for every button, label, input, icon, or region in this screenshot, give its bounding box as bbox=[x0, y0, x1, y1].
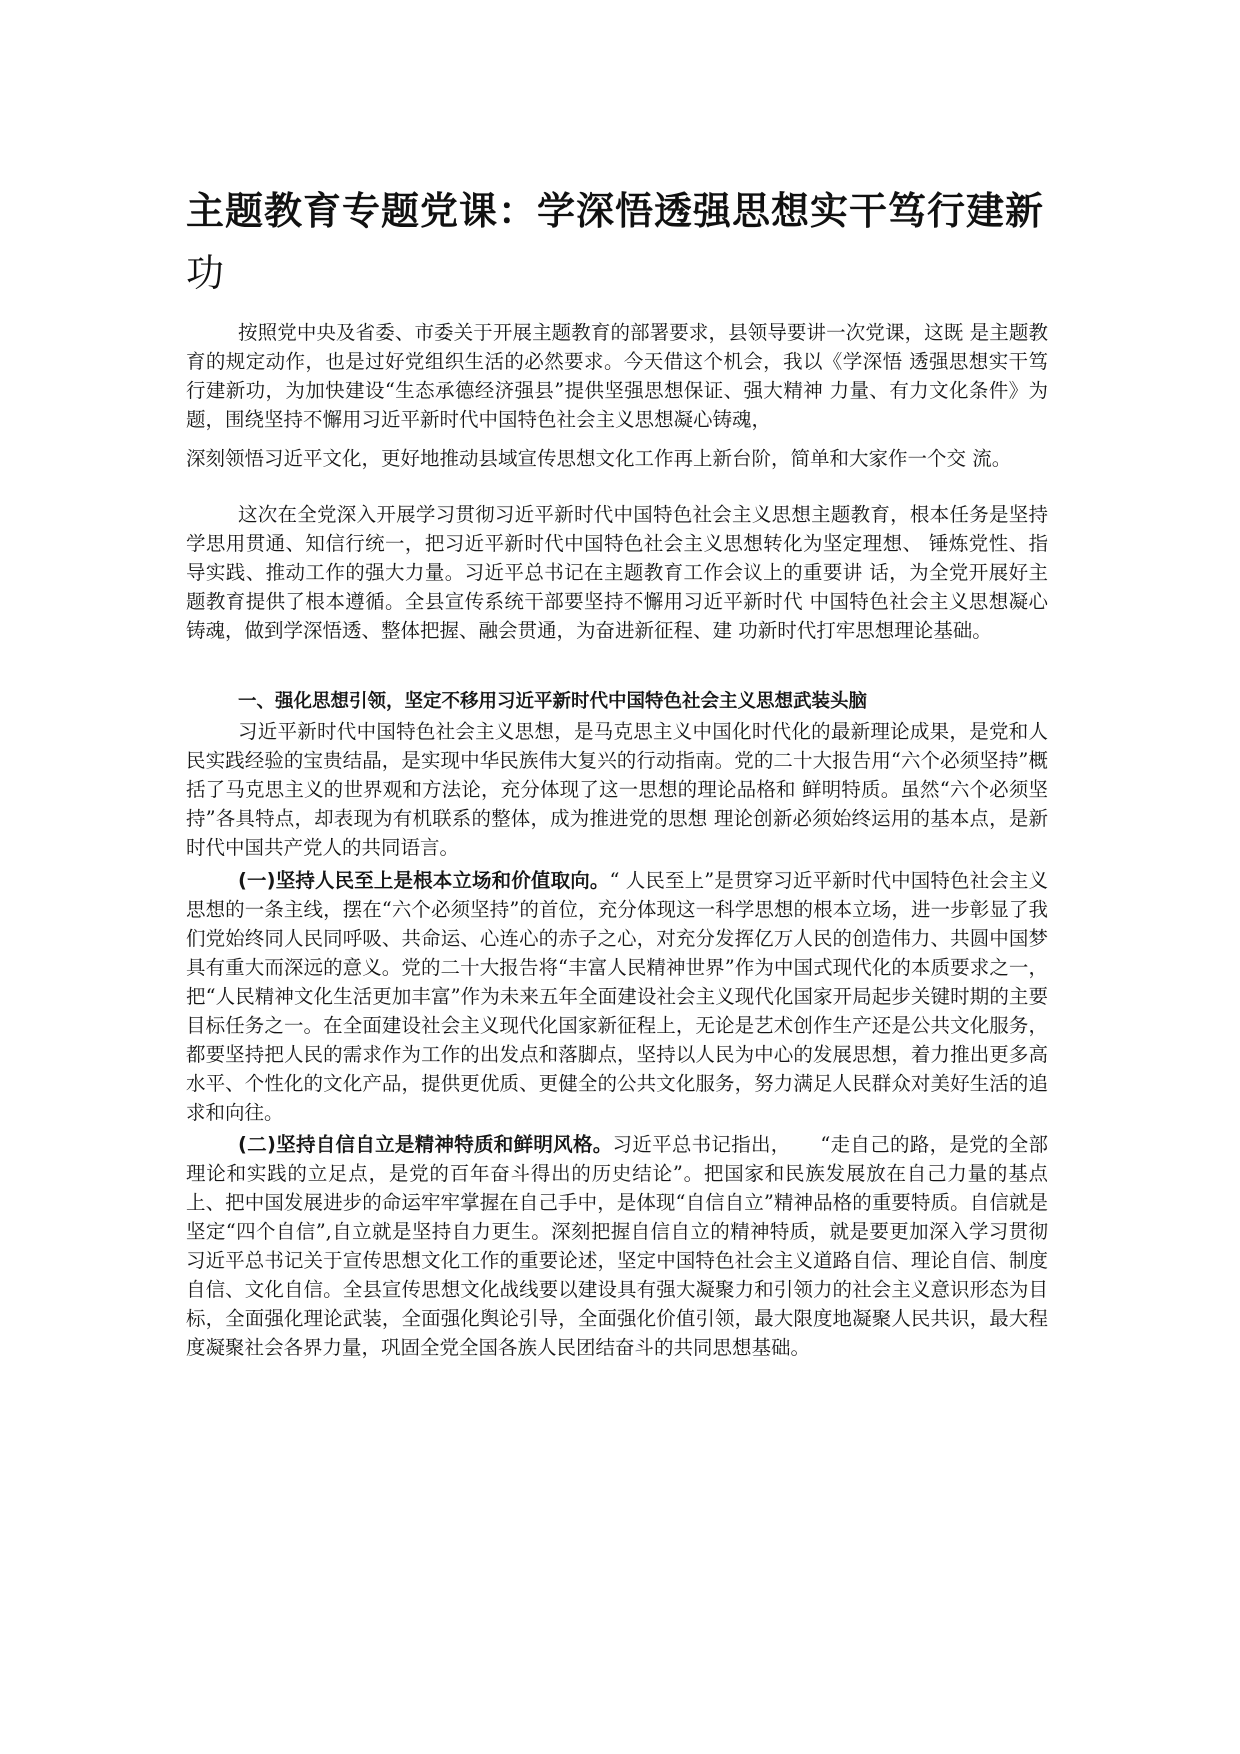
title-line-1: 主题教育专题党课：学深悟透强思想实干笃行建新 bbox=[186, 189, 1045, 233]
subsection-2-paragraph bbox=[186, 1130, 1048, 1362]
document-title bbox=[186, 180, 1066, 304]
section-1-heading: 一、强化思想引领，坚定不移用习近平新时代中国特色社会主义思想武装头脑 bbox=[238, 691, 868, 712]
section-1-paragraph: 习近平新时代中国特色社会主义思想，是马克思主义中国化时代化的最新理论成果，是党和人民实践经验的宝贵结晶，是实现中华民族伟大复兴的行动指南。党的二十大报告用“六个必须坚持”概括了马克思主义的世界观和方法论，充分体现了这一思想的理论品格和 鲜明特质。虽然“六个必须坚持”各具特点，却表现为有机联系的整体，成为推进党的思想 理论创新必须始终运用的基本点，是新时代中国共产党人的共同语言。 bbox=[186, 720, 1048, 859]
subsection-1-lead: (一)坚持人民至上是根本立场和价值取向。 bbox=[238, 869, 610, 892]
subsection-1-text: “ 人民至上”是贯穿习近平新时代中国特色社会主义思想的一条主线，摆在“六个必须坚持”的首位，充分体现这一科学思想的根本立场，进一步彰显了我们党始终同人民同呼吸、共命运、心连心的赤子之心，对充分发挥亿万人民的创造伟力、共圆中国梦具有重大而深远的意义。党的二十大报告将“丰富人民精神世界”作为中国式现代化的本质要求之一，把“人民精神文化生活更加丰富”作为未来五年全面建设社会主义现代化国家开局起步关键时期的主要目标任务之一。在全面建设社会主义现代化国家新征程上，无论是艺术创作生产还是公共文化服务，都要坚持把人民的需求作为工作的出发点和落脚点，坚持以人民为中心的发展思想，着力推出更多高水平、个性化的文化产品，提供更优质、更健全的公共文化服务，努力满足人民群众对美好生活的追求和向往。 bbox=[186, 869, 1049, 1124]
title-line-2: 功 bbox=[186, 251, 226, 295]
subsection-2-lead: (二)坚持自信自立是精神特质和鲜明风格。 bbox=[238, 1133, 613, 1156]
subsection-2-text: 习近平总书记指出， “走自己的路，是党的全部理论和实践的立足点，是党的百年奋斗得出的历史结论”。把国家和民族发展放在自己力量的基点上、把中国发展进步的命运牢牢掌握在自己手中，是体现“自信自立”精神品格的重要特质。自信就是坚定“四个自信”,自立就是坚持自力更生。深刻把握自信自立的精神特质，就是要更加深入学习贯彻习近平总书记关于宣传思想文化工作的重要论述，坚定中国特色社会主义道路自信、理论自信、制度自信、文化自信。全县宣传思想文化战线要以建设具有强大凝聚力和引领力的社会主义意识形态为目标，全面强化理论武装，全面强化舆论引导，全面强化价值引领，最大限度地凝聚人民共识，最大程度凝聚社会各界力量，巩固全党全国各族人民团结奋斗的共同思想基础。 bbox=[186, 1133, 1048, 1359]
subsection-1-paragraph bbox=[186, 866, 1048, 1127]
intro-paragraph-2: 深刻领悟习近平文化，更好地推动县域宣传思想文化工作再上新台阶，简单和大家作一个交 流。 bbox=[186, 447, 1012, 470]
intro-paragraph-1: 按照党中央及省委、市委关于开展主题教育的部署要求，县领导要讲一次党课，这既 是主题教育的规定动作，也是过好党组织生活的必然要求。今天借这个机会，我以《学深悟 透强思想实干笃行建新功，为加快建设“生态承德经济强县”提供坚强思想保证、强大精神 力量、有力文化条件》为题，围绕坚持不懈用习近平新时代中国特色社会主义思想凝心铸魂， bbox=[186, 321, 1048, 431]
intro-paragraph-3: 这次在全党深入开展学习贯彻习近平新时代中国特色社会主义思想主题教育，根本任务是坚持学思用贯通、知信行统一，把习近平新时代中国特色社会主义思想转化为坚定理想、 锤炼党性、指导实践、推动工作的强大力量。习近平总书记在主题教育工作会议上的重要讲 话，为全党开展好主题教育提供了根本遵循。全县宣传系统干部要坚持不懈用习近平新时代 中国特色社会主义思想凝心铸魂，做到学深悟透、整体把握、融会贯通，为奋进新征程、建 功新时代打牢思想理论基础。 bbox=[186, 503, 1048, 642]
